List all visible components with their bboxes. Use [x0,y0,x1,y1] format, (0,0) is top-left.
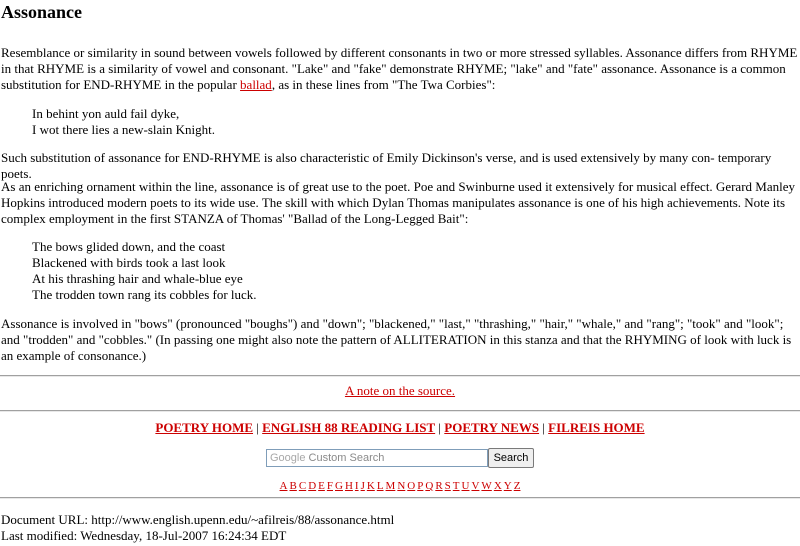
alpha-link-o[interactable]: O [407,480,416,492]
verse-line: The bows glided down, and the coast [32,239,226,254]
ballad-link[interactable]: ballad [240,77,272,92]
alpha-link-x[interactable]: X [493,480,502,492]
divider [0,410,800,412]
definition-text: Resemblance or similarity in sound between vowels followed by different consonants in two or more stressed syllables. Assonance differs from RHYME in that RHYME is a similarity of vowel and consonant. "Lake" and "fake" demonstrate RHYME; "lake" and "fate" assonance. Assonance is a common substitution for END-RHYME in the popular [1,45,798,92]
alpha-link-q[interactable]: Q [425,480,434,492]
poetry-news-link[interactable]: POETRY NEWS [444,420,540,435]
divider [0,497,800,499]
alpha-link-e[interactable]: E [318,480,325,492]
site-nav [0,420,800,436]
alpha-link-f[interactable]: F [326,480,333,492]
google-brand-label: Google [270,452,306,464]
alpha-link-d[interactable]: D [308,480,317,492]
alpha-link-i[interactable]: I [354,480,359,492]
verse-line: The trodden town rang its cobbles for luck. [32,287,257,302]
verse-twa-corbies [32,106,215,138]
alpha-link-w[interactable]: W [481,480,492,492]
search-input[interactable] [266,449,488,467]
alphabet-index [0,478,800,494]
nav-separator: | [542,420,545,435]
last-modified: Last modified: Wednesday, 18-Jul-2007 16:24:34 EDT [1,528,287,543]
divider [0,375,800,377]
search-placeholder: Custom Search [308,452,385,464]
source-note-row [0,383,800,399]
reading-list-link[interactable]: ENGLISH 88 READING LIST [262,420,436,435]
alpha-link-k[interactable]: K [366,480,375,492]
source-note-link[interactable]: A note on the source. [344,383,456,398]
alpha-link-s[interactable]: S [444,480,451,492]
analysis-paragraph: Assonance is involved in "bows" (pronounced "boughs") and "down"; "blackened," "last," "thrashing," "hair," "whale," and "rang"; "took" and "look"; and "trodden" and "cobbles." (In passing one might also note the pattern of ALLITERATION in this stanza and that the RHYMING of look with luck is an example of consonance.) [1,316,792,363]
alpha-link-h[interactable]: H [344,480,353,492]
alpha-link-c[interactable]: C [298,480,307,492]
document-url: Document URL: http://www.english.upenn.edu/~afilreis/88/assonance.html [1,512,395,527]
poetry-home-link[interactable]: POETRY HOME [155,420,254,435]
dickinson-paragraph: Such substitution of assonance for END-RHYME is also characteristic of Emily Dickinson's verse, and is used extensively by many con- temporary poets. [1,150,772,181]
definition-text-end: , as in these lines from "The Twa Corbies": [271,77,496,92]
filreis-home-link[interactable]: FILREIS HOME [548,420,645,435]
alpha-link-z[interactable]: Z [513,480,521,492]
verse-line: Blackened with birds took a last look [32,255,226,270]
verse-long-legged-bait [32,239,257,303]
page-title: Assonance [1,2,83,22]
alpha-link-l[interactable]: L [376,480,384,492]
alpha-link-r[interactable]: R [435,480,443,492]
nav-separator: | [256,420,259,435]
definition-paragraph [1,45,799,93]
verse-line: At his thrashing hair and whale-blue eye [32,271,243,286]
alpha-link-m[interactable]: M [385,480,396,492]
ornament-paragraph: As an enriching ornament within the line, assonance is of great use to the poet. Poe and Swinburne used it extensively for musical effect. Gerard Manley Hopkins introduced modern poets to its wide use. The skill with which Dylan Thomas manipulates assonance is one of his high achievements. Note its complex employment in the first STANZA of Thomas' "Ballad of the Long-Legged Bait": [1,179,795,226]
verse-line: I wot there lies a new-slain Knight. [32,122,216,137]
nav-separator: | [438,420,442,435]
alpha-link-u[interactable]: U [461,480,470,492]
search-button[interactable]: Search [488,448,534,468]
verse-line: In behint yon auld fail dyke, [32,106,180,121]
alpha-link-v[interactable]: V [471,480,480,492]
alpha-link-a[interactable]: A [279,480,288,492]
alpha-link-p[interactable]: P [417,480,424,492]
alpha-link-n[interactable]: N [397,480,406,492]
alpha-link-y[interactable]: Y [503,480,512,492]
alpha-link-j[interactable]: J [360,480,365,492]
alpha-link-g[interactable]: G [335,480,343,492]
alpha-link-t[interactable]: T [452,480,460,492]
alpha-link-b[interactable]: B [289,480,297,492]
